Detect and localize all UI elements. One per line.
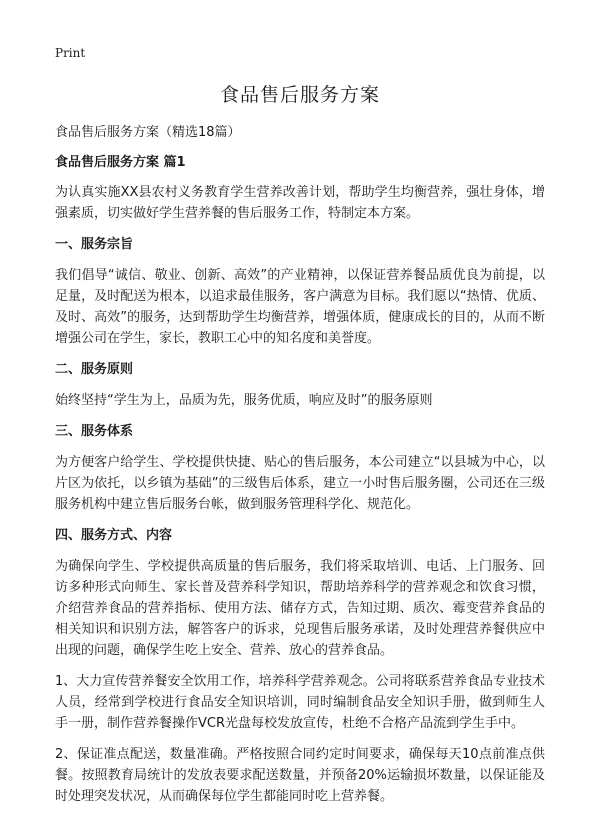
section-body-principle: 始终坚持“学生为上，品质为先，服务优质，响应及时”的服务原则 — [55, 393, 433, 408]
article-heading: 食品售后服务方案 篇1 — [55, 155, 186, 170]
document-subtitle: 食品售后服务方案（精选18篇） — [55, 125, 241, 140]
print-link[interactable]: Print — [55, 46, 86, 60]
list-item: 2、保证准点配送，数量准确。严格按照合同约定时间要求，确保每天10点前准点供餐。按照教育局统计的发放表要求配送数量，并预备20%运输损坏数量，以保证能及时处理突发状况，从而确保每位学生都能同时吃上营养餐。 — [55, 747, 545, 804]
section-body-method: 为确保向学生、学校提供高质量的售后服务，我们将采取培训、电话、上门服务、回访多种形式向师生、家长普及营养科学知识，帮助培养科学的营养观念和饮食习惯，介绍营养食品的营养指标、使用方法、储存方式，告知过期、质次、霉变营养食品的相关知识和识别方法，解答客户的诉求，兑现售后服务承诺，及时处理营养餐供应中出现的问题，确保学生吃上安全、营养、放心的营养食品。 — [55, 559, 545, 658]
page-title: 食品售后服务方案 — [219, 84, 380, 106]
section-heading-method: 四、服务方式、内容 — [55, 528, 173, 543]
section-heading-system: 三、服务体系 — [55, 424, 134, 439]
section-body-purpose: 我们倡导“诚信、敬业、创新、高效”的产业精神，以保证营养餐品质优良为前提，以足量，及时配送为根本，以追求最佳服务，客户满意为目标。我们愿以“热情、优质、及时、高效”的服务，达到帮助学生均衡营养，增强体质，健康成长的目的，从而不断增强公司在学生，家长，教职工心中的知名度和美誉度。 — [55, 268, 545, 346]
document-body — [55, 122, 545, 817]
list-item: 1、大力宣传营养餐安全饮用工作，培养科学营养观念。公司将联系营养食品专业技术人员，经常到学校进行食品安全知识培训，同时编制食品安全知识手册，做到师生人手一册，制作营养餐操作VCR光盘每校发放宣传，杜绝不合格产品流到学生手中。 — [55, 674, 545, 731]
section-heading-purpose: 一、服务宗旨 — [55, 237, 134, 252]
section-heading-principle: 二、服务原则 — [55, 362, 134, 377]
intro-paragraph: 为认真实施XX县农村义务教育学生营养改善计划，帮助学生均衡营养，强壮身体，增强素质，切实做好学生营养餐的售后服务工作，特制定本方案。 — [55, 185, 545, 221]
section-body-system: 为方便客户给学生、学校提供快捷、贴心的售后服务，本公司建立“以县城为中心，以片区为依托，以乡镇为基础”的三级售后体系，建立一小时售后服务圈，公司还在三级服务机构中建立售后服务台帐，做到服务管理科学化、规范化。 — [55, 455, 545, 512]
